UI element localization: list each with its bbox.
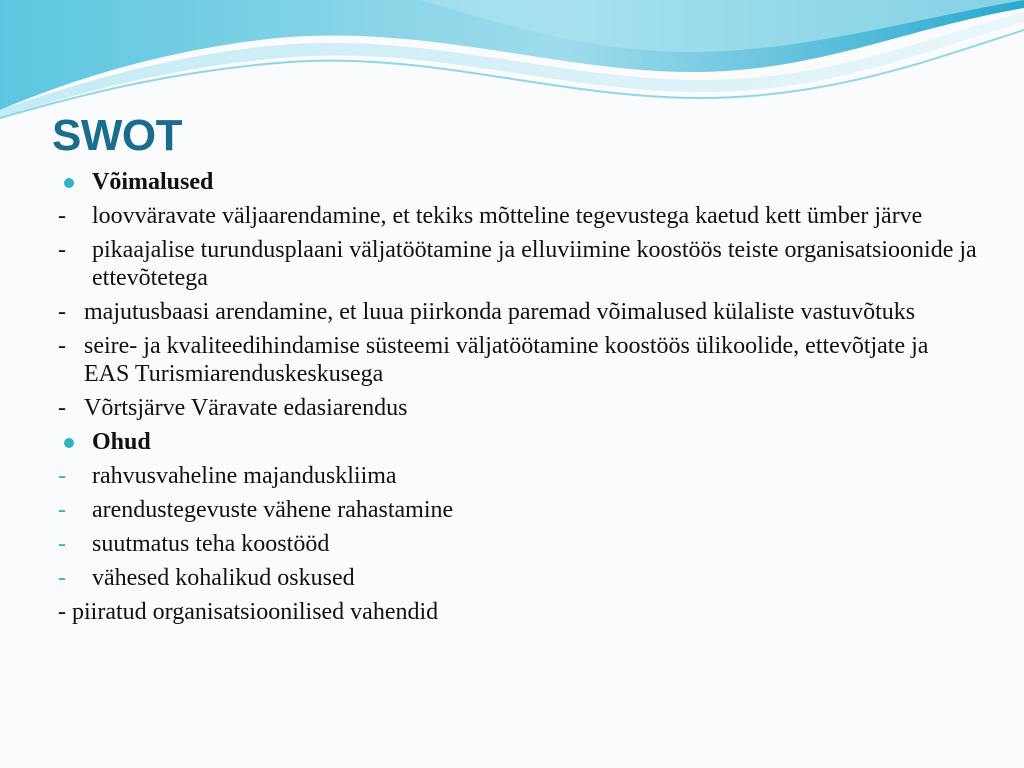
- list-item: [58, 564, 978, 592]
- list-item: [58, 530, 978, 558]
- list-item-text: arendustegevuste vähene rahastamine: [92, 497, 454, 523]
- bullet-dot-icon: [64, 438, 74, 448]
- dash-marker: -: [58, 531, 66, 557]
- dash-marker: -: [58, 497, 66, 523]
- dash-marker: -: [58, 395, 66, 421]
- list-item-text: rahvusvaheline majanduskliima: [92, 463, 397, 489]
- list-item-text: Võrtsjärve Väravate edasiarendus: [84, 395, 408, 421]
- opportunities-heading: Võimalused: [92, 169, 214, 195]
- list-item-text: loovväravate väljaarendamine, et tekiks mõtteline tegevustega kaetud kett ümber järve: [92, 203, 923, 229]
- list-item: [58, 496, 978, 524]
- list-item: [58, 598, 978, 626]
- list-item-text: seire- ja kvaliteedihindamise süsteemi väljatöötamine koostöös ülikoolide, ettevõtjate ja EAS Turismiarenduskeskusega: [84, 333, 929, 387]
- dash-marker: -: [58, 333, 66, 359]
- dash-marker: -: [58, 203, 66, 229]
- bullet-dot-icon: [64, 178, 74, 188]
- slide-title: SWOT: [52, 111, 182, 160]
- list-item: [58, 236, 978, 292]
- slide-content: [58, 168, 978, 632]
- list-item-text: - piiratud organisatsioonilised vahendid: [58, 599, 439, 625]
- dash-marker: -: [58, 299, 66, 325]
- list-item-text: vähesed kohalikud oskused: [92, 565, 355, 591]
- list-item: [58, 462, 978, 490]
- dash-marker: -: [58, 237, 66, 263]
- list-item-text: majutusbaasi arendamine, et luua piirkonda paremad võimalused külaliste vastuvõtuks: [84, 299, 916, 325]
- dash-marker: -: [58, 565, 66, 591]
- dash-marker: -: [58, 463, 66, 489]
- wave-header-decoration: [0, 0, 1024, 120]
- list-item: [58, 202, 978, 230]
- list-item-text: suutmatus teha koostööd: [92, 531, 330, 557]
- list-item: [58, 298, 978, 326]
- list-item: [58, 332, 978, 388]
- threats-heading: Ohud: [92, 429, 151, 455]
- opportunities-heading-row: [58, 168, 978, 196]
- threats-heading-row: [58, 428, 978, 456]
- list-item-text: pikaajalise turundusplaani väljatöötamine ja elluviimine koostöös teiste organisatsioonide ja ettevõtetega: [92, 237, 977, 291]
- list-item: [58, 394, 978, 422]
